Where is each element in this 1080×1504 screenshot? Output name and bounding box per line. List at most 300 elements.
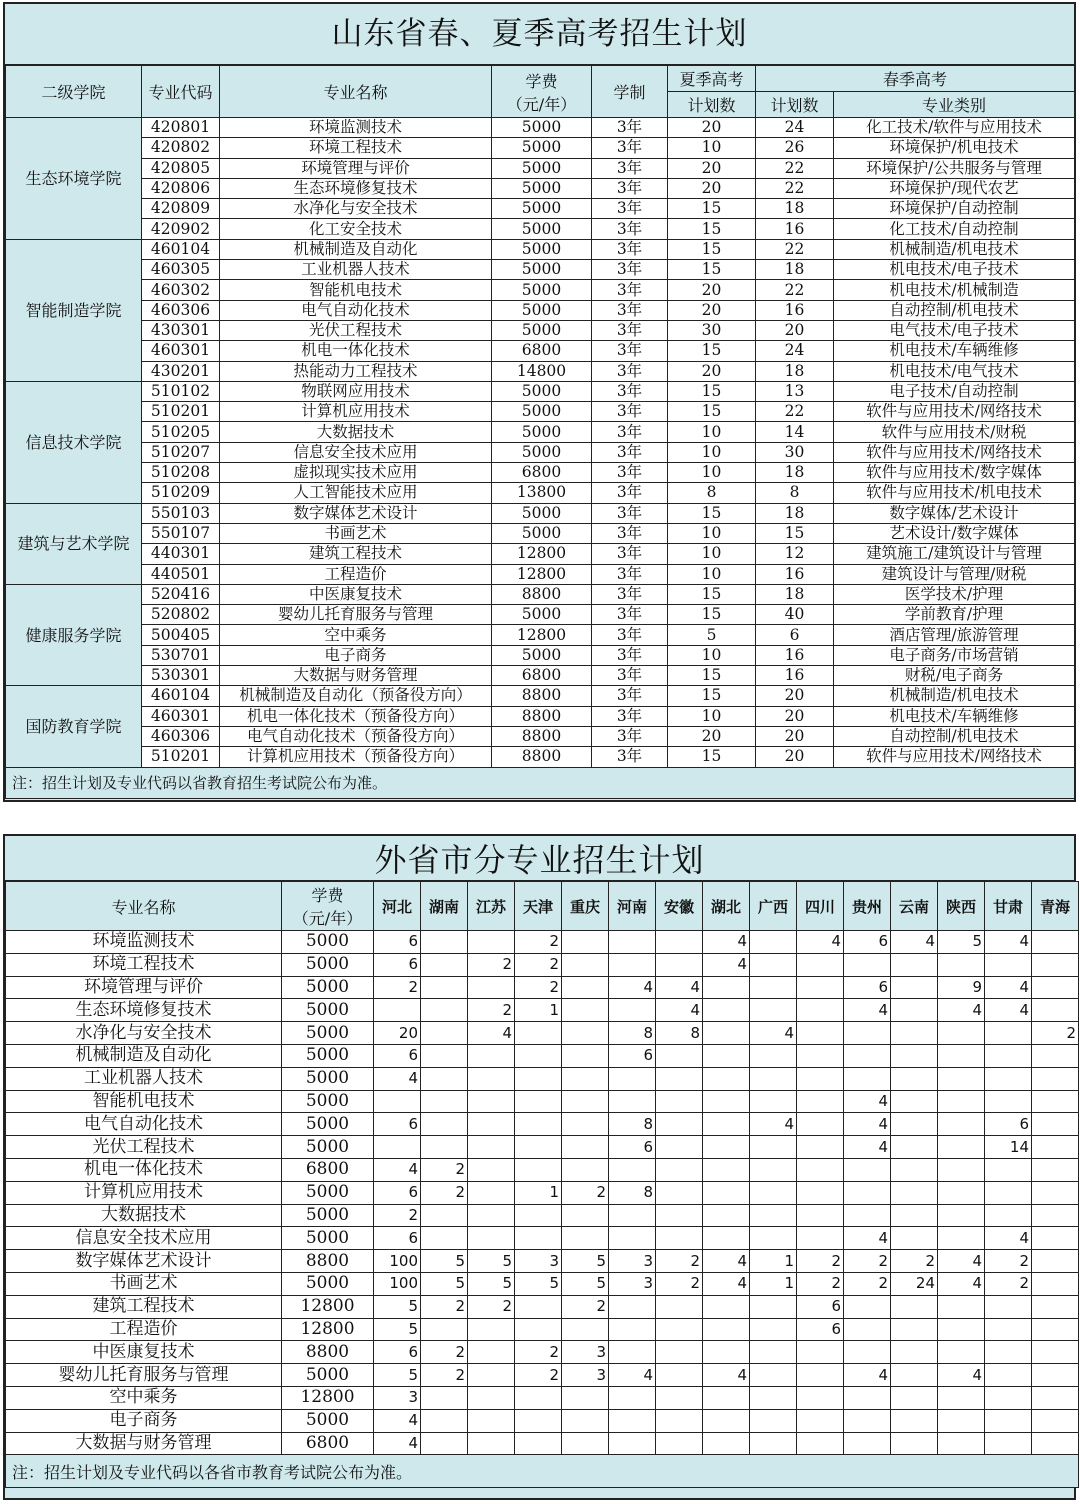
province-quota-cell [515, 1067, 562, 1090]
province-quota-cell [656, 1386, 703, 1409]
province-quota-cell [703, 1067, 750, 1090]
category-cell: 软件与应用技术/财税 [834, 422, 1075, 442]
province-quota-cell: 5 [938, 931, 985, 954]
province-quota-cell [562, 1090, 609, 1113]
code-cell: 520802 [142, 605, 220, 625]
other-provinces-plan-table [3, 834, 1076, 1500]
province-quota-cell [985, 1181, 1032, 1204]
code-cell: 510208 [142, 463, 220, 483]
province-quota-cell [938, 1227, 985, 1250]
header2-fee [282, 882, 374, 931]
major-name-cell: 工程造价 [220, 564, 492, 584]
province-quota-cell [797, 976, 844, 999]
fee-cell: 12800 [492, 625, 592, 645]
province-quota-cell [797, 1432, 844, 1455]
province-quota-cell: 4 [609, 976, 656, 999]
code-cell: 420809 [142, 199, 220, 219]
fee-cell: 6800 [282, 1432, 374, 1455]
province-header: 甘肃 [985, 882, 1032, 931]
province-quota-cell: 4 [656, 999, 703, 1022]
duration-cell: 3年 [592, 666, 668, 686]
summer-plan-cell: 10 [668, 442, 756, 462]
province-quota-cell: 2 [844, 1250, 891, 1273]
fee-cell: 5000 [282, 1044, 374, 1067]
spring-plan-cell: 30 [756, 442, 834, 462]
province-quota-cell [562, 1158, 609, 1181]
province-quota-cell: 2 [515, 1364, 562, 1387]
code-cell: 530301 [142, 666, 220, 686]
table-row [6, 1227, 1079, 1250]
table-row [6, 706, 1075, 726]
province-quota-cell: 6 [797, 1318, 844, 1341]
province-quota-cell [891, 1386, 938, 1409]
province-quota-cell: 4 [985, 999, 1032, 1022]
province-quota-cell [938, 1386, 985, 1409]
fee-cell: 5000 [282, 999, 374, 1022]
major-name-cell: 机械制造及自动化 [6, 1044, 282, 1067]
fee-cell: 5000 [492, 381, 592, 401]
province-quota-cell [1032, 1181, 1079, 1204]
table-row [6, 625, 1075, 645]
province-quota-cell: 3 [515, 1250, 562, 1273]
province-quota-cell [562, 1044, 609, 1067]
category-cell: 软件与应用技术/网络技术 [834, 442, 1075, 462]
province-quota-cell [515, 1432, 562, 1455]
province-quota-cell [891, 1409, 938, 1432]
province-quota-cell: 4 [938, 1364, 985, 1387]
province-quota-cell: 4 [374, 1158, 421, 1181]
spring-plan-cell: 6 [756, 625, 834, 645]
province-quota-cell [421, 999, 468, 1022]
province-quota-cell: 4 [374, 1067, 421, 1090]
province-quota-cell [703, 1113, 750, 1136]
province-quota-cell: 2 [515, 1341, 562, 1364]
duration-cell: 3年 [592, 138, 668, 158]
category-cell: 数字媒体/艺术设计 [834, 503, 1075, 523]
major-name-cell: 数字媒体艺术设计 [6, 1250, 282, 1273]
province-quota-cell [985, 1318, 1032, 1341]
province-quota-cell: 3 [562, 1341, 609, 1364]
major-name-cell: 空中乘务 [6, 1386, 282, 1409]
category-cell: 机电技术/车辆维修 [834, 341, 1075, 361]
province-quota-cell: 4 [703, 953, 750, 976]
code-cell: 430301 [142, 320, 220, 340]
province-quota-cell [985, 1386, 1032, 1409]
table-row [6, 1364, 1079, 1387]
province-quota-cell [703, 1158, 750, 1181]
province-quota-cell: 6 [844, 931, 891, 954]
duration-cell: 3年 [592, 706, 668, 726]
province-quota-cell [891, 1204, 938, 1227]
duration-cell: 3年 [592, 686, 668, 706]
province-quota-cell [468, 1181, 515, 1204]
major-name-cell: 环境监测技术 [6, 931, 282, 954]
province-quota-cell: 4 [797, 931, 844, 954]
shandong-plan-table [3, 2, 1076, 802]
province-quota-cell [515, 1318, 562, 1341]
province-quota-cell [938, 1067, 985, 1090]
category-cell: 电子商务/市场营销 [834, 645, 1075, 665]
province-quota-cell [938, 1158, 985, 1181]
code-cell: 460305 [142, 260, 220, 280]
province-quota-cell [703, 1386, 750, 1409]
table1-note: 注：招生计划及专业代码以省教育招生考试院公布为准。 [6, 767, 1075, 798]
fee-cell: 5000 [492, 158, 592, 178]
province-quota-cell [1032, 1044, 1079, 1067]
province-quota-cell: 5 [374, 1295, 421, 1318]
fee-cell: 5000 [282, 1364, 374, 1387]
fee-cell: 5000 [282, 1136, 374, 1159]
table-row [6, 1295, 1079, 1318]
province-quota-cell: 5 [421, 1250, 468, 1273]
province-quota-cell [562, 1318, 609, 1341]
spring-plan-cell: 12 [756, 544, 834, 564]
province-quota-cell: 20 [374, 1022, 421, 1045]
fee-cell: 5000 [492, 118, 592, 138]
table-row [6, 726, 1075, 746]
header-spring-category: 专业类别 [834, 92, 1075, 118]
summer-plan-cell: 10 [668, 564, 756, 584]
table-row [6, 1250, 1079, 1273]
province-quota-cell [468, 1432, 515, 1455]
province-quota-cell: 8 [609, 1113, 656, 1136]
province-quota-cell: 5 [515, 1272, 562, 1295]
fee-cell: 12800 [282, 1386, 374, 1409]
province-quota-cell [515, 1113, 562, 1136]
province-quota-cell [985, 1090, 1032, 1113]
province-quota-cell [562, 999, 609, 1022]
province-quota-cell: 5 [374, 1364, 421, 1387]
province-quota-cell [1032, 1295, 1079, 1318]
province-quota-cell [891, 953, 938, 976]
province-quota-cell [985, 1204, 1032, 1227]
duration-cell: 3年 [592, 523, 668, 543]
summer-plan-cell: 20 [668, 118, 756, 138]
province-quota-cell: 4 [938, 1272, 985, 1295]
province-quota-cell [609, 1432, 656, 1455]
major-name-cell: 工业机器人技术 [6, 1067, 282, 1090]
fee-cell: 5000 [282, 1227, 374, 1250]
category-cell: 酒店管理/旅游管理 [834, 625, 1075, 645]
province-quota-cell: 2 [515, 953, 562, 976]
province-quota-cell [891, 1432, 938, 1455]
province-quota-cell [938, 1318, 985, 1341]
header-fee [492, 66, 592, 118]
province-quota-cell [985, 1067, 1032, 1090]
summer-plan-cell: 30 [668, 320, 756, 340]
province-quota-cell: 5 [562, 1272, 609, 1295]
category-cell: 自动控制/机电技术 [834, 726, 1075, 746]
province-quota-cell [609, 1090, 656, 1113]
summer-plan-cell: 10 [668, 463, 756, 483]
fee-cell: 14800 [492, 361, 592, 381]
province-quota-cell [609, 1227, 656, 1250]
category-cell: 环境保护/机电技术 [834, 138, 1075, 158]
province-quota-cell [515, 1022, 562, 1045]
duration-cell: 3年 [592, 178, 668, 198]
province-quota-cell [750, 1364, 797, 1387]
spring-plan-cell: 22 [756, 178, 834, 198]
fee-cell: 5000 [492, 442, 592, 462]
code-cell: 510205 [142, 422, 220, 442]
province-quota-cell [1032, 1364, 1079, 1387]
province-quota-cell [1032, 1318, 1079, 1341]
table-row [6, 300, 1075, 320]
province-quota-cell: 5 [421, 1272, 468, 1295]
header-summer: 夏季高考 [668, 66, 756, 92]
province-quota-cell: 6 [985, 1113, 1032, 1136]
spring-plan-cell: 16 [756, 645, 834, 665]
province-quota-cell: 2 [891, 1250, 938, 1273]
province-quota-cell [468, 1067, 515, 1090]
summer-plan-cell: 20 [668, 158, 756, 178]
category-cell: 环境保护/现代农艺 [834, 178, 1075, 198]
category-cell: 化工技术/软件与应用技术 [834, 118, 1075, 138]
fee-cell: 6800 [492, 463, 592, 483]
province-quota-cell [703, 1318, 750, 1341]
table-row [6, 1432, 1079, 1455]
province-quota-cell [1032, 1386, 1079, 1409]
fee-cell: 8800 [492, 706, 592, 726]
province-quota-cell [703, 999, 750, 1022]
fee-cell: 5000 [282, 1113, 374, 1136]
table-row [6, 953, 1079, 976]
code-cell: 420805 [142, 158, 220, 178]
summer-plan-cell: 5 [668, 625, 756, 645]
province-quota-cell [1032, 999, 1079, 1022]
table-row [6, 1090, 1079, 1113]
table-row [6, 442, 1075, 462]
major-name-cell: 数字媒体艺术设计 [220, 503, 492, 523]
province-quota-cell [1032, 1158, 1079, 1181]
fee-cell: 5000 [282, 1090, 374, 1113]
province-quota-cell: 8 [609, 1022, 656, 1045]
code-cell: 460306 [142, 300, 220, 320]
province-quota-cell: 2 [421, 1295, 468, 1318]
category-cell: 建筑设计与管理/财税 [834, 564, 1075, 584]
table-row [6, 1136, 1079, 1159]
province-quota-cell: 8 [656, 1022, 703, 1045]
province-quota-cell [750, 1341, 797, 1364]
major-name-cell: 书画艺术 [220, 523, 492, 543]
major-name-cell: 空中乘务 [220, 625, 492, 645]
province-quota-cell: 5 [468, 1250, 515, 1273]
college-cell: 智能制造学院 [6, 239, 142, 381]
other-provinces-grid [5, 881, 1079, 1488]
province-quota-cell [797, 1204, 844, 1227]
province-quota-cell [703, 1181, 750, 1204]
fee-cell: 12800 [492, 564, 592, 584]
header-name: 专业名称 [220, 66, 492, 118]
duration-cell: 3年 [592, 564, 668, 584]
province-quota-cell [421, 976, 468, 999]
spring-plan-cell: 18 [756, 503, 834, 523]
table-row [6, 931, 1079, 954]
province-quota-cell: 2 [562, 1295, 609, 1318]
code-cell: 420806 [142, 178, 220, 198]
province-quota-cell [797, 1341, 844, 1364]
province-quota-cell [1032, 953, 1079, 976]
province-quota-cell [609, 1295, 656, 1318]
summer-plan-cell: 20 [668, 300, 756, 320]
province-header: 安徽 [656, 882, 703, 931]
spring-plan-cell: 22 [756, 158, 834, 178]
major-name-cell: 生态环境修复技术 [6, 999, 282, 1022]
province-quota-cell [515, 1295, 562, 1318]
province-quota-cell [985, 1044, 1032, 1067]
fee-cell: 8800 [492, 686, 592, 706]
category-cell: 艺术设计/数字媒体 [834, 523, 1075, 543]
major-name-cell: 中医康复技术 [6, 1341, 282, 1364]
spring-plan-cell: 40 [756, 605, 834, 625]
code-cell: 510209 [142, 483, 220, 503]
province-quota-cell [609, 931, 656, 954]
duration-cell: 3年 [592, 605, 668, 625]
major-name-cell: 机械制造及自动化（预备役方向） [220, 686, 492, 706]
major-name-cell: 热能动力工程技术 [220, 361, 492, 381]
province-quota-cell [797, 1044, 844, 1067]
header-spring: 春季高考 [756, 66, 1075, 92]
fee-cell: 5000 [492, 503, 592, 523]
province-quota-cell [891, 1136, 938, 1159]
province-quota-cell [985, 1364, 1032, 1387]
province-quota-cell [750, 1044, 797, 1067]
summer-plan-cell: 15 [668, 260, 756, 280]
province-quota-cell [891, 1158, 938, 1181]
province-quota-cell [421, 953, 468, 976]
duration-cell: 3年 [592, 584, 668, 604]
province-quota-cell [797, 1158, 844, 1181]
header2-name: 专业名称 [6, 882, 282, 931]
province-quota-cell [703, 1432, 750, 1455]
fee-cell: 5000 [282, 1409, 374, 1432]
province-quota-cell: 3 [562, 1364, 609, 1387]
summer-plan-cell: 20 [668, 280, 756, 300]
province-quota-cell: 2 [374, 976, 421, 999]
province-quota-cell [797, 999, 844, 1022]
major-name-cell: 大数据技术 [220, 422, 492, 442]
province-quota-cell [844, 1432, 891, 1455]
fee-cell: 12800 [282, 1295, 374, 1318]
province-quota-cell [844, 953, 891, 976]
province-quota-cell [750, 1295, 797, 1318]
province-quota-cell [468, 1136, 515, 1159]
major-name-cell: 计算机应用技术 [6, 1181, 282, 1204]
table-row [6, 138, 1075, 158]
summer-plan-cell: 15 [668, 686, 756, 706]
province-quota-cell: 4 [656, 976, 703, 999]
province-quota-cell [656, 1113, 703, 1136]
province-quota-cell [562, 953, 609, 976]
province-quota-cell [562, 1227, 609, 1250]
major-name-cell: 机械制造及自动化 [220, 239, 492, 259]
duration-cell: 3年 [592, 402, 668, 422]
major-name-cell: 光伏工程技术 [220, 320, 492, 340]
province-quota-cell [750, 1409, 797, 1432]
table-row [6, 1022, 1079, 1045]
header-fee-line2: （元/年） [506, 94, 577, 114]
table-row [6, 686, 1075, 706]
table-row [6, 747, 1075, 767]
table-row [6, 381, 1075, 401]
province-quota-cell [1032, 1250, 1079, 1273]
province-quota-cell [750, 1204, 797, 1227]
fee-cell: 6800 [492, 341, 592, 361]
fee-cell: 5000 [282, 1181, 374, 1204]
major-name-cell: 智能机电技术 [6, 1090, 282, 1113]
province-quota-cell: 1 [515, 1181, 562, 1204]
province-quota-cell [938, 1022, 985, 1045]
province-quota-cell [656, 1090, 703, 1113]
table-row [6, 422, 1075, 442]
province-quota-cell: 100 [374, 1250, 421, 1273]
college-cell: 健康服务学院 [6, 584, 142, 685]
major-name-cell: 环境工程技术 [6, 953, 282, 976]
province-quota-cell: 6 [374, 1227, 421, 1250]
spring-plan-cell: 24 [756, 118, 834, 138]
spring-plan-cell: 14 [756, 422, 834, 442]
major-name-cell: 化工安全技术 [220, 219, 492, 239]
province-quota-cell [938, 1295, 985, 1318]
code-cell: 460302 [142, 280, 220, 300]
duration-cell: 3年 [592, 320, 668, 340]
province-header: 四川 [797, 882, 844, 931]
spring-plan-cell: 20 [756, 686, 834, 706]
province-quota-cell [515, 1204, 562, 1227]
province-quota-cell: 2 [797, 1250, 844, 1273]
province-header: 天津 [515, 882, 562, 931]
header-code: 专业代码 [142, 66, 220, 118]
province-quota-cell [468, 1090, 515, 1113]
province-quota-cell [844, 1409, 891, 1432]
province-quota-cell: 1 [750, 1250, 797, 1273]
province-quota-cell [703, 1136, 750, 1159]
fee-cell: 13800 [492, 483, 592, 503]
summer-plan-cell: 15 [668, 584, 756, 604]
province-quota-cell [797, 1409, 844, 1432]
province-quota-cell [938, 953, 985, 976]
province-quota-cell [656, 1136, 703, 1159]
code-cell: 460104 [142, 239, 220, 259]
code-cell: 460306 [142, 726, 220, 746]
duration-cell: 3年 [592, 219, 668, 239]
duration-cell: 3年 [592, 341, 668, 361]
province-quota-cell: 4 [703, 1272, 750, 1295]
major-name-cell: 智能机电技术 [220, 280, 492, 300]
province-quota-cell [1032, 1432, 1079, 1455]
province-quota-cell [421, 1044, 468, 1067]
province-quota-cell [938, 1432, 985, 1455]
province-quota-cell: 2 [562, 1181, 609, 1204]
spring-plan-cell: 22 [756, 280, 834, 300]
code-cell: 440301 [142, 544, 220, 564]
province-quota-cell [562, 1409, 609, 1432]
spring-plan-cell: 26 [756, 138, 834, 158]
province-quota-cell [562, 931, 609, 954]
code-cell: 510207 [142, 442, 220, 462]
province-quota-cell: 2 [515, 931, 562, 954]
province-quota-cell: 2 [468, 1295, 515, 1318]
province-quota-cell [609, 999, 656, 1022]
province-quota-cell [938, 1136, 985, 1159]
province-quota-cell [797, 953, 844, 976]
table-row [6, 219, 1075, 239]
duration-cell: 3年 [592, 625, 668, 645]
spring-plan-cell: 15 [756, 523, 834, 543]
province-quota-cell [562, 1386, 609, 1409]
spring-plan-cell: 18 [756, 361, 834, 381]
province-quota-cell [1032, 976, 1079, 999]
